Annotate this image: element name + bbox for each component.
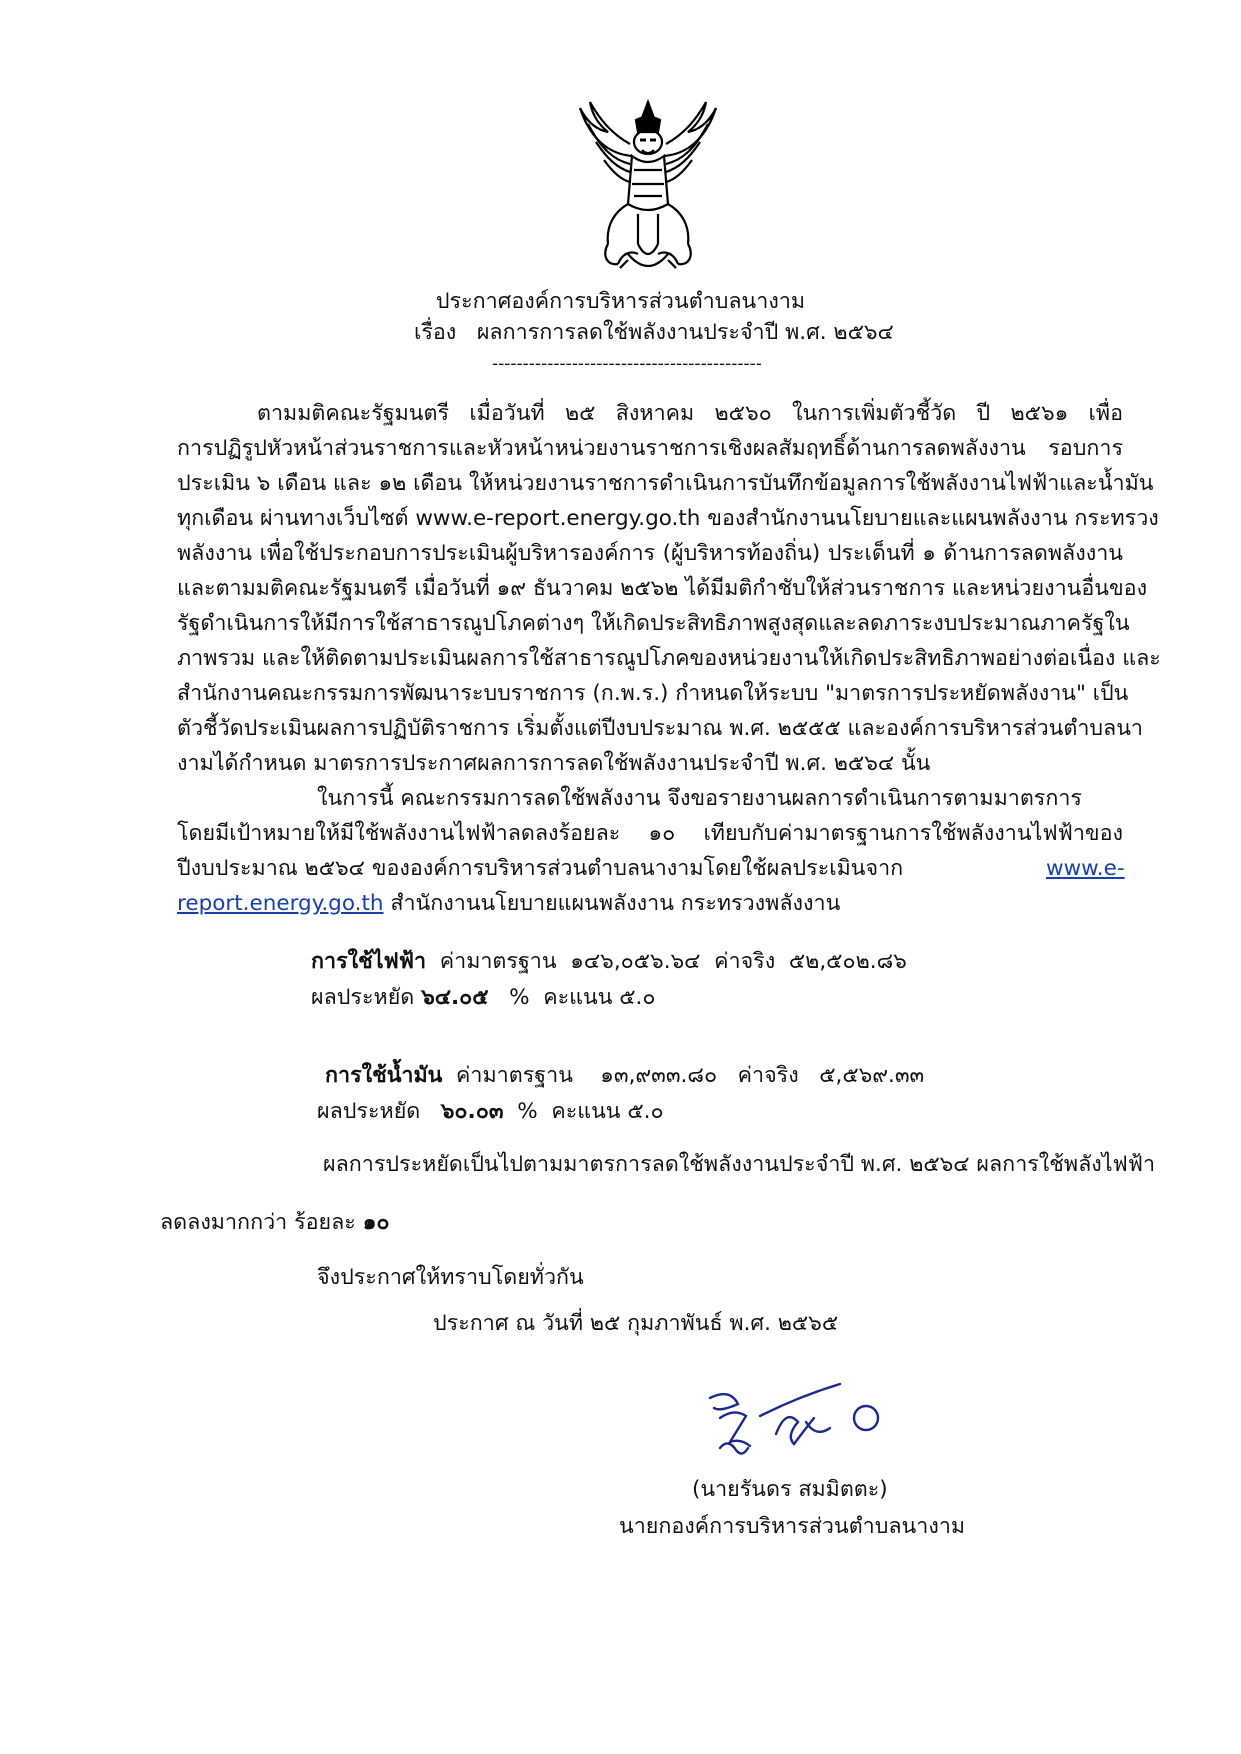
subject-label: เรื่อง	[414, 320, 457, 345]
e-report-link-part2[interactable]: report.energy.go.th	[177, 891, 384, 916]
paragraph1-line-10: ตัวชี้วัดประเมินผลการปฏิบัติราชการ เริ่มตั้งแต่ปีงบประมาณ พ.ศ. ๒๕๕๕ และองค์การบริหารส่วนตำบลนา	[177, 716, 1143, 741]
paragraph1-line-6: และตามมติคณะรัฐมนตรี เมื่อวันที่ ๑๙ ธันวาคม ๒๕๖๒ ได้มีมติกำชับให้ส่วนราชการ และหน่วยงานอื่นของ	[177, 576, 1148, 601]
paragraph2-line-3: ปีงบประมาณ ๒๕๖๔ ขององค์การบริหารส่วนตำบลนางามโดยใช้ผลประเมินจาก	[177, 856, 904, 881]
electricity-label: การใช้ไฟฟ้า	[311, 949, 427, 974]
electricity-actual-label: ค่าจริง	[714, 949, 776, 974]
paragraph1-line-3: ประเมิน ๖ เดือน และ ๑๒ เดือน ให้หน่วยงานราชการดำเนินการบันทึกข้อมูลการใช้พลังงานไฟฟ้าและน้ำมัน	[177, 471, 1154, 496]
oil-actual-label: ค่าจริง	[737, 1063, 799, 1088]
oil-score-label: คะแนน	[551, 1099, 621, 1124]
paragraph1-line-2: การปฏิรูปหัวหน้าส่วนราชการและหัวหน้าหน่วยงานราชการเชิงผลสัมฤทธิ์ด้านการลดพลังงาน รอบการ	[177, 436, 1123, 461]
paragraph2-line-1: ในการนี้ คณะกรรมการลดใช้พลังงาน จึงขอรายงานผลการดำเนินการตามมาตรการ	[317, 786, 1082, 811]
electricity-actual-value: ๕๒,๕๐๒.๘๖	[788, 949, 907, 974]
electricity-standard-label: ค่ามาตรฐาน	[439, 949, 557, 974]
oil-actual-value: ๕,๕๖๙.๓๓	[819, 1063, 925, 1088]
signer-name: (นายรันดร สมมิตตะ)	[692, 1477, 888, 1502]
paragraph1-line-7: รัฐดำเนินการให้มีการใช้สาธารณูปโภคต่างๆ ให้เกิดประสิทธิภาพสูงสุดและลดภาระงบประมาณภาครัฐใน	[177, 611, 1130, 636]
electricity-row-1	[311, 947, 907, 977]
subject-text: ผลการการลดใช้พลังงานประจำปี พ.ศ. ๒๕๖๔	[476, 320, 894, 345]
oil-standard-value: ๑๓,๙๓๓.๘๐	[600, 1063, 718, 1088]
garuda-emblem-icon	[568, 94, 728, 284]
electricity-standard-value: ๑๔๖,๐๕๖.๖๔	[570, 949, 701, 974]
date-line: ประกาศ ณ วันที่ ๒๕ กุมภาพันธ์ พ.ศ. ๒๕๖๕	[433, 1311, 839, 1336]
signer-position: นายกองค์การบริหารส่วนตำบลนางาม	[619, 1514, 966, 1539]
electricity-percent: %	[509, 985, 530, 1010]
paragraph2-line-2: โดยมีเป้าหมายให้มีใช้พลังงานไฟฟ้าลดลงร้อยละ ๑๐ เทียบกับค่ามาตรฐานการใช้พลังงานไฟฟ้าของ	[177, 821, 1123, 846]
oil-saving-label: ผลประหยัด	[317, 1099, 421, 1124]
paragraph1-line-1: ตามมติคณะรัฐมนตรี เมื่อวันที่ ๒๕ สิงหาคม ๒๕๖๐ ในการเพิ่มตัวชี้วัด ปี ๒๕๖๑ เพื่อ	[257, 401, 1123, 426]
subject-line	[414, 318, 894, 348]
paragraph1-line-5: พลังงาน เพื่อใช้ประกอบการประเมินผู้บริหารองค์การ (ผู้บริหารท้องถิ่น) ประเด็นที่ ๑ ด้านการลดพลังงาน	[177, 541, 1123, 566]
electricity-saving-value: ๖๔.๐๕	[421, 985, 489, 1010]
paragraph1-line-11: งามได้กำหนด มาตรการประกาศผลการการลดใช้พลังงานประจำปี พ.ศ. ๒๕๖๔ นั้น	[177, 751, 931, 776]
paragraph1-line-8: ภาพรวม และให้ติดตามประเมินผลการใช้สาธารณูปโภคของหน่วยงานให้เกิดประสิทธิภาพอย่างต่อเนื่อง และ	[177, 646, 1161, 671]
announcement-title: ประกาศองค์การบริหารส่วนตำบลนางาม	[435, 289, 806, 314]
electricity-row-2	[311, 983, 655, 1013]
conclusion-text: ลดลงมากกว่า ร้อยละ	[160, 1210, 356, 1235]
conclusion-value: ๑๐	[362, 1210, 390, 1235]
paragraph2-line-4-rest: สำนักงานนโยบายแผนพลังงาน กระทรวงพลังงาน	[383, 891, 841, 916]
oil-label: การใช้น้ำมัน	[325, 1063, 443, 1088]
oil-score-value: ๕.๐	[627, 1099, 664, 1124]
e-report-link-part1[interactable]: www.e-	[1046, 856, 1125, 881]
oil-saving-value: ๖๐.๐๓	[440, 1099, 504, 1124]
electricity-saving-label: ผลประหยัด	[311, 985, 415, 1010]
oil-row-2	[317, 1097, 664, 1127]
oil-standard-label: ค่ามาตรฐาน	[456, 1063, 573, 1088]
oil-percent: %	[517, 1099, 538, 1124]
oil-row-1	[325, 1061, 924, 1091]
conclusion-line-2	[160, 1208, 389, 1238]
conclusion-line-1: ผลการประหยัดเป็นไปตามมาตรการลดใช้พลังงานประจำปี พ.ศ. ๒๕๖๔ ผลการใช้พลังไฟฟ้า	[323, 1152, 1156, 1177]
paragraph1-line-9: สำนักงานคณะกรรมการพัฒนาระบบราชการ (ก.พ.ร.) กำหนดให้ระบบ "มาตรการประหยัดพลังงาน" เป็น	[177, 681, 1129, 706]
electricity-score-value: ๕.๐	[619, 985, 656, 1010]
signature-icon	[690, 1378, 910, 1473]
paragraph2-line-4	[177, 889, 840, 919]
electricity-score-label: คะแนน	[543, 985, 613, 1010]
paragraph1-line-4: ทุกเดือน ผ่านทางเว็บไซต์ www.e-report.energy.go.th ของสำนักงานนโยบายและแผนพลังงาน กระทรวง	[177, 506, 1159, 531]
separator-line: --------------------------------------------	[492, 354, 762, 374]
closing-line: จึงประกาศให้ทราบโดยทั่วกัน	[317, 1265, 584, 1290]
